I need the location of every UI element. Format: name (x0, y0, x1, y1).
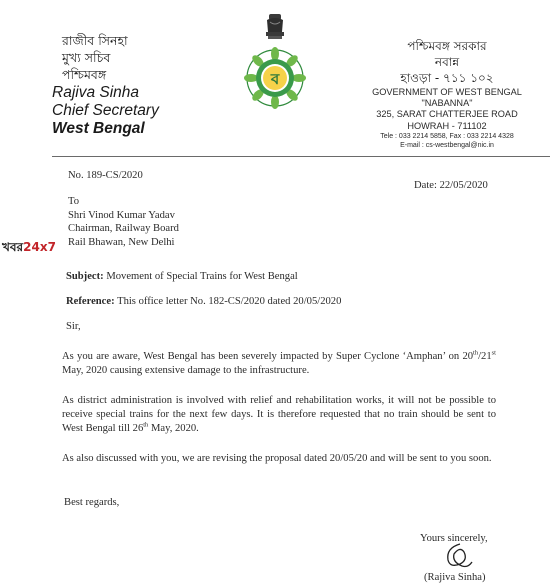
sender-state-bengali: পশ্চিমবঙ্গ (62, 67, 107, 82)
nabanna-label: "NABANNA" (421, 98, 473, 109)
to-label: To (68, 196, 80, 207)
para1-text-b: May, 2020 causing extensive damage to the infrastructure. (62, 365, 310, 376)
signature-icon (438, 540, 478, 572)
header-divider (52, 156, 550, 157)
letter-date: Date: 22/05/2020 (414, 180, 488, 191)
city-pin: HOWRAH - 711102 (407, 120, 487, 131)
reference-line (66, 295, 341, 309)
para1-sup1: th (473, 349, 479, 357)
sender-name-bengali: রাজীব সিনহা (62, 33, 128, 48)
sender-name: Rajiva Sinha (52, 84, 140, 101)
subject-text: Movement of Special Trains for West Bengal (106, 271, 298, 282)
paragraph-cyclone (62, 350, 496, 378)
handwritten-signature (438, 540, 478, 572)
gov-name: GOVERNMENT OF WEST BENGAL (372, 87, 522, 97)
sender-block (52, 32, 202, 138)
watermark-bengali: খবর (2, 240, 24, 254)
yours-sincerely: Yours sincerely, (420, 533, 488, 544)
emblem-letter: ব (270, 70, 280, 88)
signatory-name: (Rajiva Sinha) (424, 572, 486, 583)
salutation: Sir, (66, 321, 81, 332)
sender-title-bengali: মুখ্য সচিব (62, 50, 111, 65)
para1-text-mid: /21 (478, 351, 492, 362)
phone-fax: Tele : 033 2214 5858, Fax : 033 2214 4328 (380, 132, 514, 140)
para3-text: As also discussed with you, we are revising the proposal dated 20/05/20 and will be sent to you soon. (62, 453, 492, 464)
recipient-designation: Chairman, Railway Board (68, 223, 179, 234)
para2-sup: th (143, 421, 149, 429)
paragraph-proposal (62, 452, 496, 466)
sender-title: Chief Secretary (52, 102, 159, 119)
government-emblem (240, 12, 310, 112)
email: E-mail : cs-westbengal@nic.in (400, 141, 494, 149)
recipient-name: Shri Vinod Kumar Yadav (68, 209, 175, 221)
para1-text-a: As you are aware, West Bengal has been severely impacted by Super Cyclone ‘Amphan’ on 20 (62, 351, 474, 362)
paragraph-request (62, 394, 496, 436)
state-emblem-icon (240, 12, 310, 112)
recipient-address: Rail Bhawan, New Delhi (68, 236, 175, 248)
news-watermark (2, 239, 56, 259)
para2-text-a: As district administration is involved with relief and rehabilitation works, it will not be possible to receive special trains for the next few days. It is therefore requested that no train should be sent to West Bengal till 26 (62, 395, 496, 434)
street-address: 325, SARAT CHATTERJEE ROAD (376, 109, 518, 120)
gov-name-bengali: পশ্চিমবঙ্গ সরকার (407, 39, 487, 53)
para2-text-b: May, 2020. (148, 423, 199, 434)
para1-sup2: st (491, 349, 496, 357)
subject-label: Subject: (66, 271, 104, 282)
nabanna-bengali: নবান্ন (434, 55, 460, 69)
watermark-latin: 24x7 (23, 240, 56, 254)
closing: Best regards, (64, 497, 120, 508)
subject-line (66, 270, 298, 284)
howrah-pin-bengali: হাওড়া - ৭১১ ১০২ (400, 71, 494, 85)
reference-label: Reference: (66, 296, 115, 307)
government-address-block (368, 38, 526, 150)
recipient-block (68, 195, 179, 249)
sender-state: West Bengal (52, 120, 145, 137)
reference-text: This office letter No. 182-CS/2020 dated 20/05/2020 (117, 296, 342, 307)
letter-number: No. 189-CS/2020 (68, 170, 143, 181)
